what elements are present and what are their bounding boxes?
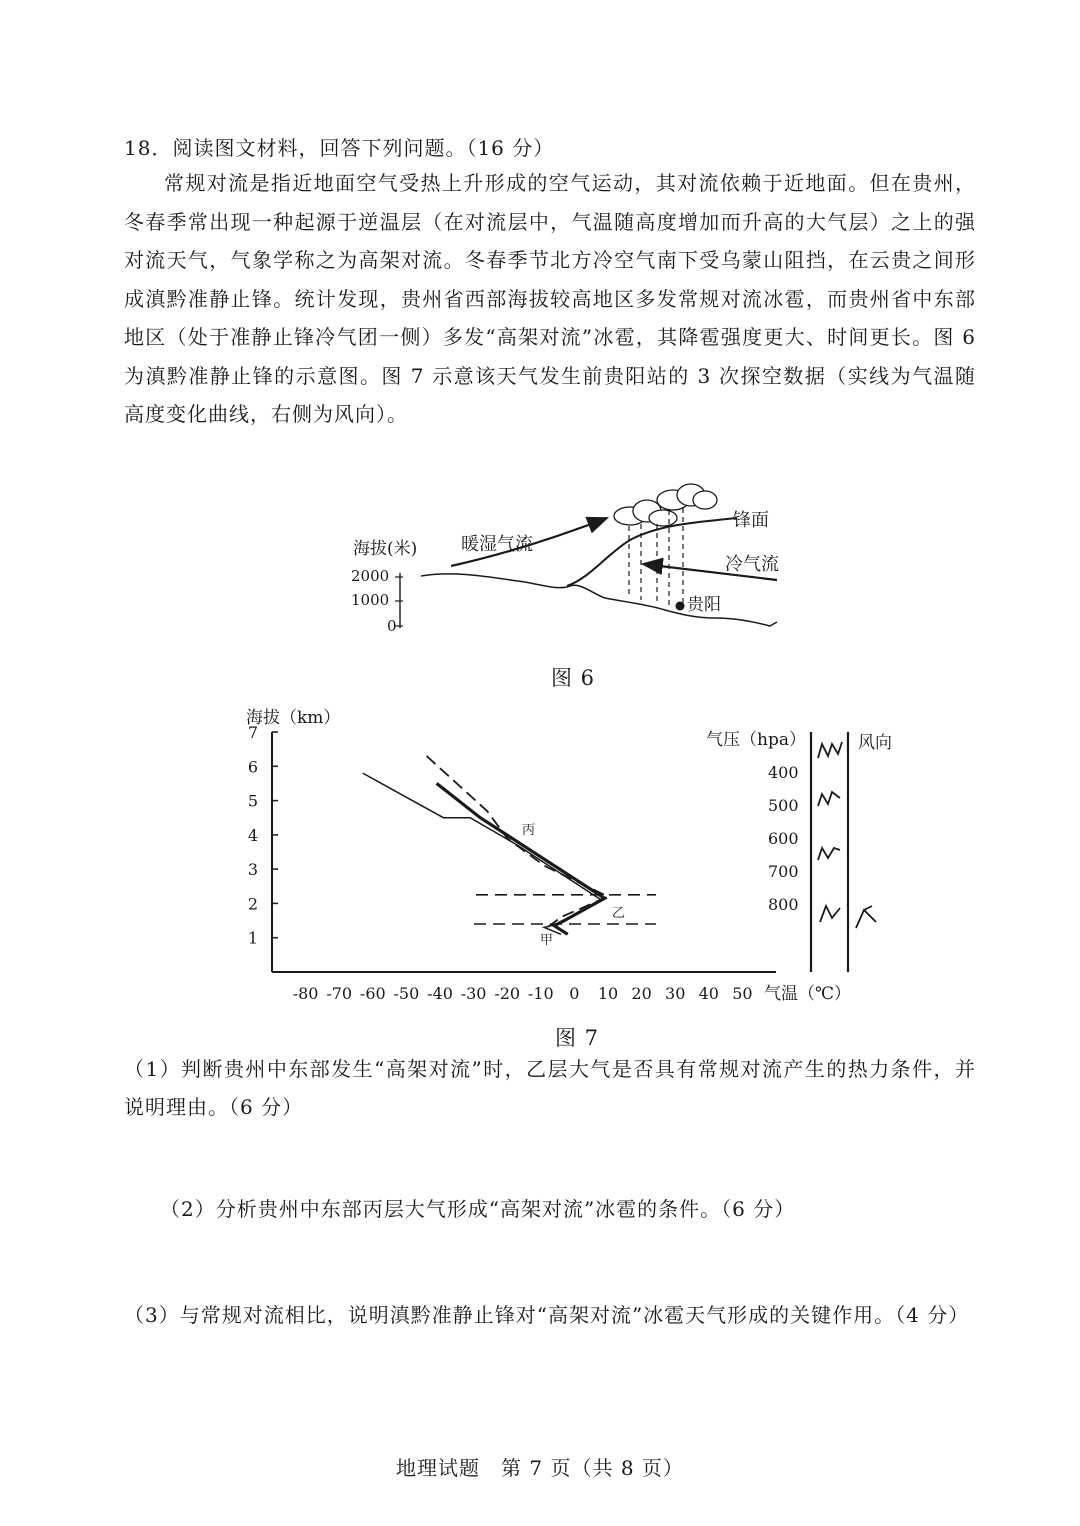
pressure-tick-800: 800 — [768, 895, 799, 914]
wind-label: 风向 — [858, 733, 892, 753]
x-tick-label: 0 — [569, 984, 580, 1003]
x-tick-label: -70 — [326, 984, 353, 1003]
figure-6-diagram — [345, 478, 795, 648]
series-line-sounding-1 — [363, 773, 602, 934]
x-axis-label: 气温（℃） — [764, 984, 852, 1004]
question-material: 常规对流是指近地面空气受热上升形成的空气运动，其对流依赖于近地面。但在贵州，冬春季常出现一种起源于逆温层（在对流层中，气温随高度增加而升高的大气层）之上的强对流天气，气象学称之为高架对流。冬春季节北方冷空气南下受乌蒙山阻挡，在云贵之间形成滇黔准静止锋。统计发现，贵州省西部海拔较高地区多发常规对流冰雹，而贵州省中东部地区（处于准静止锋冷气团一侧）多发“高架对流”冰雹，其降雹强度更大、时间更长。图 6 为滇黔准静止锋的示意图。图 7 示意该天气发生前贵阳站的 3 次探空数据（实线为气温随高度变化曲线，右侧为风向）。 — [124, 171, 976, 426]
front-label: 锋面 — [733, 510, 769, 531]
layer-label-bing: 丙 — [522, 823, 536, 838]
question-title: 18．阅读图文材料，回答下列问题。（16 分） — [124, 136, 555, 160]
y-tick-label: 2 — [247, 894, 258, 914]
pressure-tick-700: 700 — [768, 862, 799, 881]
layer-label-yi: 乙 — [612, 906, 626, 921]
warm-air-label: 暖湿气流 — [461, 534, 533, 555]
chart-axes — [272, 732, 776, 972]
series-line-sounding-2 — [437, 783, 605, 934]
fig6-y-axis-label: 海拔(米) — [353, 539, 418, 559]
y-tick-label: 5 — [247, 791, 258, 811]
x-tick-label: 20 — [631, 984, 652, 1003]
x-tick-label: 30 — [665, 984, 686, 1003]
sub-question-1: （1）判断贵州中东部发生“高架对流”时，乙层大气是否具有常规对流产生的热力条件，并说明理由。（6 分） — [124, 1057, 976, 1119]
terrain-profile — [421, 574, 777, 626]
layer-label-jia: 甲 — [540, 933, 554, 948]
fig6-y-tick-1000: 1000 — [351, 591, 390, 609]
y-tick-label: 4 — [247, 825, 258, 845]
y-axis-label: 海拔（km） — [246, 708, 341, 728]
guiyang-marker-icon — [676, 602, 685, 611]
sub-question-2: （2）分析贵州中东部丙层大气形成“高架对流”冰雹的条件。（6 分） — [160, 1197, 796, 1221]
fig6-y-tick-0: 0 — [387, 617, 397, 635]
x-tick-label: 40 — [698, 984, 719, 1003]
cold-air-label: 冷气流 — [725, 554, 779, 575]
y-tick-label: 1 — [247, 928, 258, 948]
guiyang-label: 贵阳 — [687, 595, 721, 615]
front-surface — [567, 518, 737, 586]
chart-ticks — [248, 723, 753, 1003]
x-tick-label: -80 — [292, 984, 319, 1003]
x-tick-label: -30 — [460, 984, 487, 1003]
y-tick-label: 7 — [247, 723, 258, 742]
page-footer: 地理试题 第 7 页（共 8 页） — [396, 1456, 684, 1480]
cloud-icon — [614, 484, 717, 526]
pressure-tick-500: 500 — [768, 796, 799, 815]
x-tick-label: 50 — [732, 984, 753, 1003]
x-tick-label: -60 — [359, 984, 386, 1003]
x-tick-label: -40 — [427, 984, 453, 1003]
pressure-tick-600: 600 — [768, 829, 799, 848]
y-tick-label: 6 — [247, 757, 258, 777]
pressure-tick-400: 400 — [768, 763, 799, 782]
fig6-y-tick-2000: 2000 — [351, 567, 390, 585]
pressure-label: 气压（hpa） — [706, 730, 806, 750]
x-tick-label: 10 — [597, 984, 619, 1003]
x-tick-label: -20 — [494, 984, 521, 1003]
chart-series — [363, 756, 608, 934]
figure-7-caption: 图 7 — [555, 1026, 600, 1050]
y-tick-label: 3 — [247, 860, 258, 880]
sub-question-3: （3）与常规对流相比，说明滇黔准静止锋对“高架对流”冰雹天气形成的关键作用。（4 分） — [124, 1303, 970, 1327]
x-tick-label: -10 — [527, 984, 554, 1003]
x-tick-label: -50 — [393, 984, 420, 1003]
figure-7-chart — [236, 700, 916, 1010]
figure-6-caption: 图 6 — [551, 666, 596, 690]
